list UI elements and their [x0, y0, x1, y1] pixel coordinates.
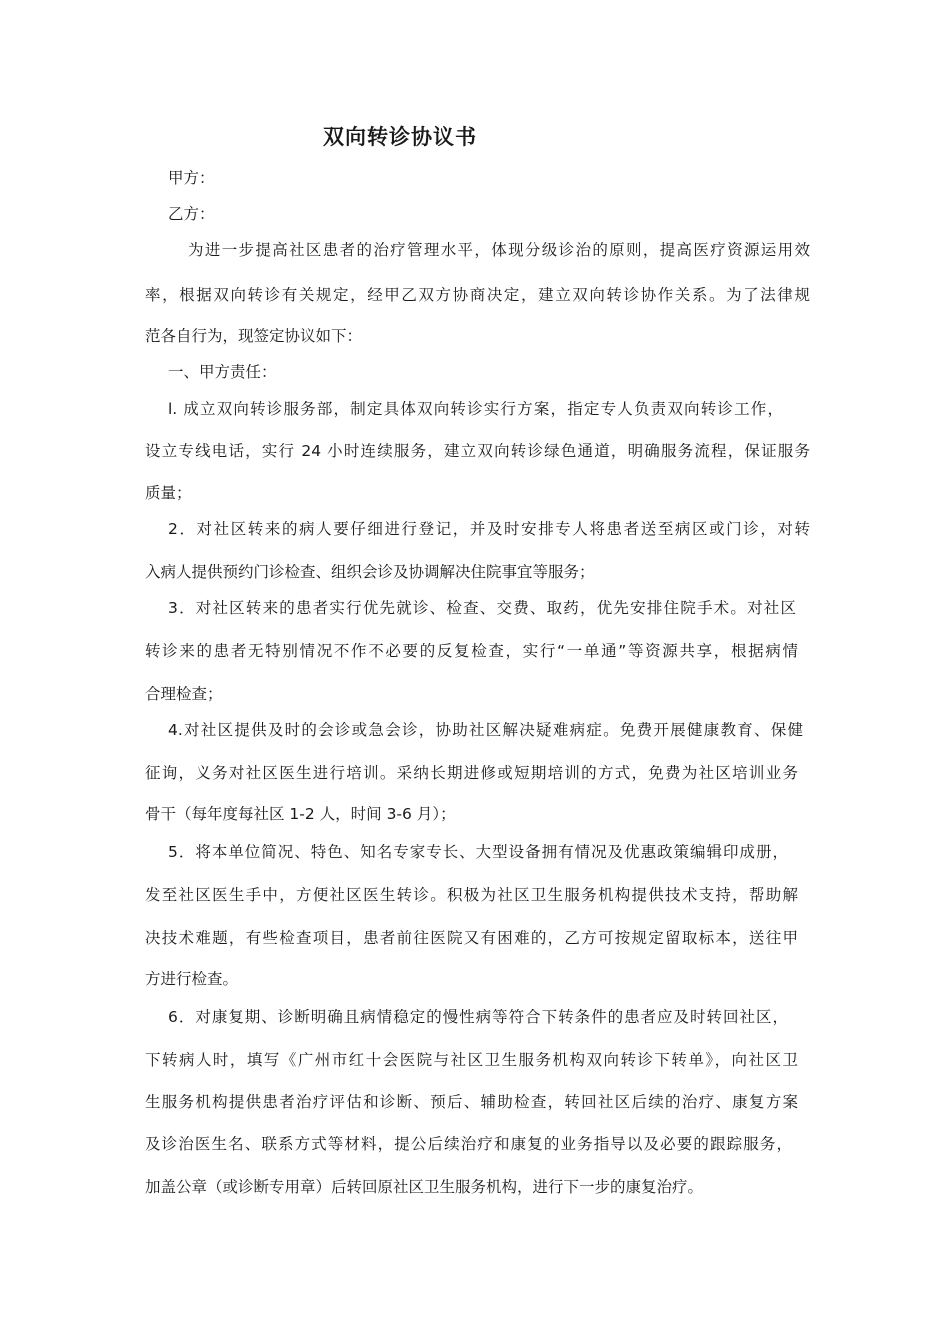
section-heading: 一、甲方责任： [168, 363, 277, 381]
paragraph-line: 方进行检查。 [145, 970, 239, 988]
paragraph-line: 及诊治医生名、联系方式等材料，提公后续治疗和康复的业务指导以及必要的跟踪服务， [145, 1135, 792, 1153]
paragraph-line: 征询，义务对社区医生进行培训。采纳长期进修或短期培训的方式，免费为社区培训业务 [145, 764, 798, 782]
paragraph-line: 生服务机构提供患者治疗评估和诊断、预后、辅助检查，转回社区后续的治疗、康复方案 [145, 1093, 798, 1111]
paragraph-line: 6．对康复期、诊断明确且病情稳定的慢性病等符合下转条件的患者应及时转回社区， [168, 1008, 788, 1026]
paragraph-line: 加盖公章（或诊断专用章）后转回原社区卫生服务机构，进行下一步的康复治疗。 [145, 1178, 704, 1196]
party-b-label: 乙方： [168, 205, 215, 223]
paragraph-line: 率，根据双向转诊有关规定，经甲乙双方协商决定，建立双向转诊协作关系。为了法律规 [145, 286, 810, 304]
paragraph-line: 设立专线电话，实行 24 小时连续服务，建立双向转诊绿色通道，明确服务流程，保证服务 [145, 442, 810, 460]
party-a-label: 甲方： [168, 169, 215, 187]
paragraph-line: 合理检查； [145, 685, 223, 703]
paragraph-line: 骨干（每年度每社区 1-2 人，时间 3-6 月）； [145, 805, 456, 823]
paragraph-line: 质量； [145, 484, 192, 502]
paragraph-line: 范各自行为，现签定协议如下： [145, 327, 363, 345]
paragraph-line: 3．对社区转来的患者实行优先就诊、检查、交费、取药，优先安排住院手术。对社区 [168, 599, 796, 617]
paragraph-line: 4.对社区提供及时的会诊或急会诊，协助社区解决疑难病症。免费开展健康教育、保健 [168, 721, 803, 739]
paragraph-line: 决技术难题，有些检查项目，患者前往医院又有困难的，乙方可按规定留取标本，送往甲 [145, 929, 798, 947]
paragraph-line: 入病人提供预约门诊检查、组织会诊及协调解决住院事宜等服务； [145, 563, 595, 581]
paragraph-line: 发至社区医生手中，方便社区医生转诊。积极为社区卫生服务机构提供技术支持，帮助解 [145, 886, 798, 904]
paragraph-line: 转诊来的患者无特别情况不作不必要的反复检查，实行“一单通”等资源共享，根据病情 [145, 642, 798, 660]
document-title: 双向转诊协议书 [323, 125, 477, 149]
paragraph-line: 2．对社区转来的病人要仔细进行登记，并及时安排专人将患者送至病区或门诊，对转 [168, 520, 810, 538]
paragraph-line: l. 成立双向转诊服务部，制定具体双向转诊实行方案，指定专人负责双向转诊工作， [168, 400, 783, 418]
paragraph-line: 为进一步提高社区患者的治疗管理水平，体现分级诊治的原则，提高医疗资源运用效 [188, 241, 810, 259]
paragraph-line: 5．将本单位简况、特色、知名专家专长、大型设备拥有情况及优惠政策编辑印成册， [168, 843, 788, 861]
paragraph-line: 下转病人时，填写《广州市红十会医院与社区卫生服务机构双向转诊下转单》，向社区卫 [145, 1051, 798, 1069]
